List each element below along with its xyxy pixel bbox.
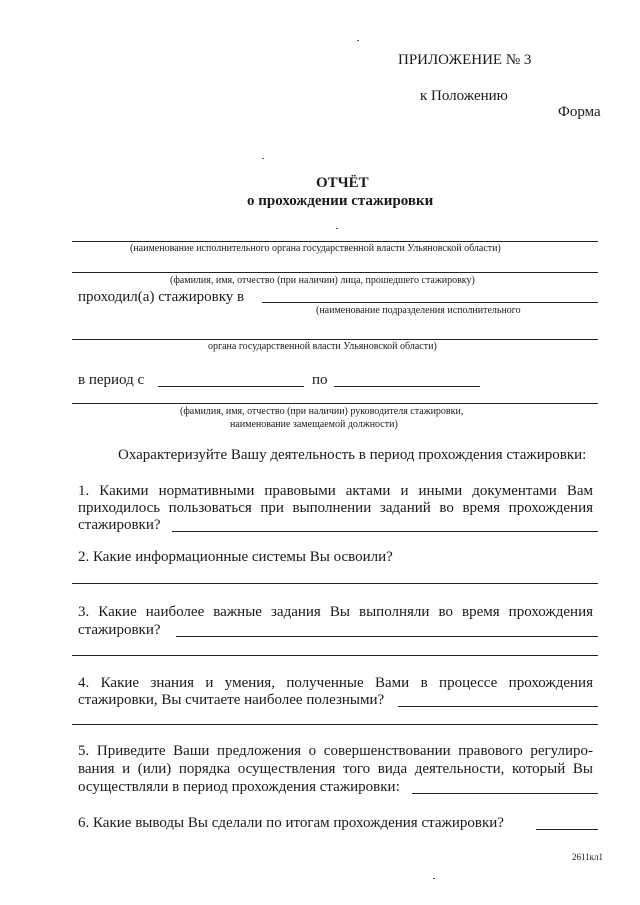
question-5-line-1: 5. Приведите Ваши предложения о совершенствовании правового регулиро- xyxy=(78,743,593,759)
subdivision-hint-1: (наименование подразделения исполнительного xyxy=(316,305,521,316)
answer-2-line[interactable] xyxy=(72,583,598,584)
scan-speck xyxy=(262,158,264,159)
question-1-line-3: стажировки? xyxy=(78,517,161,533)
question-3-line-2: стажировки? xyxy=(78,622,161,638)
supervisor-hint-2: наименование замещаемой должности) xyxy=(230,419,398,430)
answer-3-line[interactable] xyxy=(176,636,598,637)
document-title: ОТЧЁТ xyxy=(316,175,369,191)
answer-5-line[interactable] xyxy=(412,793,598,794)
organ-name-line[interactable] xyxy=(72,241,598,242)
supervisor-hint-1: (фамилия, имя, отчество (при наличии) руководителя стажировки, xyxy=(180,406,464,417)
period-start-line[interactable] xyxy=(158,386,304,387)
appendix-number: ПРИЛОЖЕНИЕ № 3 xyxy=(398,52,532,68)
form-label: Форма xyxy=(558,104,601,120)
organ-name-hint: (наименование исполнительного органа государственной власти Ульяновской области) xyxy=(130,243,501,254)
subdivision-hint-2: органа государственной власти Ульяновской области) xyxy=(208,341,437,352)
document-subtitle: о прохождении стажировки xyxy=(247,193,434,209)
footer-document-code: 2611кл1 xyxy=(572,852,604,862)
subdivision-line-2[interactable] xyxy=(72,339,598,340)
scan-speck xyxy=(357,40,359,41)
scan-speck xyxy=(336,228,338,229)
intro-text: Охарактеризуйте Вашу деятельность в период прохождения стажировки: xyxy=(118,447,587,463)
supervisor-line[interactable] xyxy=(72,403,598,404)
question-4-line-2: стажировки, Вы считаете наиболее полезными? xyxy=(78,692,385,708)
period-end-line[interactable] xyxy=(334,386,480,387)
question-4-line-1: 4. Какие знания и умения, полученные Вами в процессе прохождения xyxy=(78,675,593,691)
answer-6-line[interactable] xyxy=(536,829,598,830)
question-1-line-2: приходилось пользоваться при выполнении заданий во время прохождения xyxy=(78,500,593,516)
answer-3-line-2[interactable] xyxy=(72,655,598,656)
scan-speck xyxy=(433,878,435,879)
internship-label: проходил(а) стажировку в xyxy=(78,289,245,305)
question-3-line-1: 3. Какие наиболее важные задания Вы выполняли во время прохождения xyxy=(78,604,593,620)
period-label: в период с xyxy=(78,372,145,388)
answer-1-line[interactable] xyxy=(172,531,598,532)
question-6: 6. Какие выводы Вы сделали по итогам прохождения стажировки? xyxy=(78,815,504,831)
question-5-line-2: вания и (или) порядка осуществления того вида деятельности, который Вы xyxy=(78,761,593,777)
question-5-line-3: осуществляли в период прохождения стажировки: xyxy=(78,779,400,795)
question-1-line-1: 1. Какими нормативными правовыми актами и иными документами Вам xyxy=(78,483,593,499)
regulation-reference: к Положению xyxy=(420,88,508,104)
question-2: 2. Какие информационные системы Вы освоили? xyxy=(78,549,393,565)
subdivision-line[interactable] xyxy=(262,302,598,303)
person-name-line[interactable] xyxy=(72,272,598,273)
person-name-hint: (фамилия, имя, отчество (при наличии) лица, прошедшего стажировку) xyxy=(170,275,475,286)
answer-4-line-2[interactable] xyxy=(72,724,598,725)
answer-4-line[interactable] xyxy=(398,706,598,707)
period-to-label: по xyxy=(312,372,328,388)
